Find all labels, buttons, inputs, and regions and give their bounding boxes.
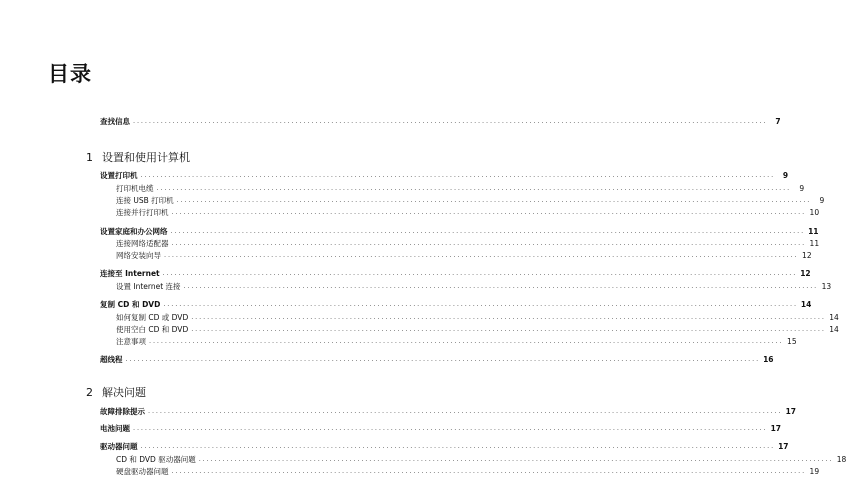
toc-page-number: 13: [821, 282, 832, 291]
toc-subentry[interactable]: [116, 181, 805, 193]
toc-page-number: 17: [785, 407, 797, 416]
toc-page-number: 9: [799, 184, 805, 193]
toc-subentry[interactable]: [116, 279, 832, 291]
dot-leader: ................................................................................................................................................................: [171, 239, 807, 247]
toc-entry[interactable]: [100, 421, 782, 433]
toc-page-number: 10: [809, 208, 820, 217]
toc-entry-label: 注意事项: [116, 337, 146, 346]
toc-page-number: 14: [829, 313, 839, 322]
toc-page-number: 15: [787, 337, 797, 346]
dot-leader: ................................................................................................................................................................: [191, 325, 826, 333]
dot-leader: ................................................................................................................................................................: [164, 251, 799, 259]
toc-subentry[interactable]: [116, 464, 820, 476]
toc-entry-label: 使用空白 CD 和 DVD: [116, 325, 189, 334]
toc-page-number: 17: [778, 442, 789, 451]
toc-subentry[interactable]: [116, 236, 820, 248]
toc-entry[interactable]: [100, 404, 797, 416]
toc-entry[interactable]: [100, 297, 812, 309]
toc-entry-label: 连接至 Internet: [100, 269, 160, 278]
toc-entry-label: 超线程: [100, 355, 123, 364]
toc-entry-label: 硬盘驱动器问题: [116, 467, 169, 476]
dot-leader: ................................................................................................................................................................: [133, 117, 768, 125]
toc-entry-label: 驱动器问题: [100, 442, 138, 451]
dot-leader: ................................................................................................................................................................: [171, 208, 807, 216]
toc-page-number: 12: [802, 251, 812, 260]
dot-leader: ................................................................................................................................................................: [162, 269, 798, 277]
toc-entry[interactable]: [100, 352, 774, 364]
dot-leader: ................................................................................................................................................................: [198, 455, 834, 463]
dot-leader: ................................................................................................................................................................: [140, 171, 776, 179]
toc-entry-label: 故障排除提示: [100, 407, 145, 416]
toc-entry-label: 查找信息: [100, 117, 130, 126]
toc-entry-label: 如何复制 CD 或 DVD: [116, 313, 189, 322]
dot-leader: ................................................................................................................................................................: [125, 355, 761, 363]
toc-entry-label: CD 和 DVD 驱动器问题: [116, 455, 196, 464]
toc-entry[interactable]: [100, 224, 819, 236]
dot-leader: ................................................................................................................................................................: [133, 424, 768, 432]
dot-leader: ................................................................................................................................................................: [163, 300, 798, 308]
toc-entry[interactable]: [100, 439, 789, 451]
toc-page-number: 17: [770, 424, 782, 433]
toc-entry-label: 设置 Internet 连接: [116, 282, 181, 291]
toc-page-number: 14: [800, 300, 812, 309]
toc-entry-label: 复制 CD 和 DVD: [100, 300, 161, 309]
toc-subentry[interactable]: [116, 452, 846, 464]
toc-entry-label: 连接网络适配器: [116, 239, 169, 248]
toc-entry-find-info[interactable]: [100, 114, 781, 126]
dot-leader: ................................................................................................................................................................: [191, 313, 826, 321]
toc-page-number: 18: [836, 455, 846, 464]
toc-entry-label: 连接 USB 打印机: [116, 196, 174, 205]
toc-subentry[interactable]: [116, 193, 825, 205]
toc-entry-label: 连接并行打印机: [116, 208, 169, 217]
toc-page-number: 9: [819, 196, 825, 205]
dot-leader: ................................................................................................................................................................: [140, 442, 776, 450]
toc-entry-label: 打印机电缆: [116, 184, 154, 193]
toc-page-number: 19: [809, 467, 820, 476]
page-title: 目录: [48, 62, 92, 86]
chapter-number: 1: [86, 151, 93, 164]
chapter-title: 设置和使用计算机: [102, 151, 190, 164]
chapter-heading-2[interactable]: [86, 384, 146, 400]
dot-leader: ................................................................................................................................................................: [171, 467, 807, 475]
toc-page-number: 16: [763, 355, 774, 364]
chapter-title: 解决问题: [102, 386, 146, 399]
toc-subentry[interactable]: [116, 205, 820, 217]
dot-leader: ................................................................................................................................................................: [183, 282, 819, 290]
toc-subentry[interactable]: [116, 248, 812, 260]
toc-subentry[interactable]: [116, 334, 797, 346]
dot-leader: ................................................................................................................................................................: [170, 227, 806, 235]
toc-entry-label: 设置打印机: [100, 171, 138, 180]
toc-page-number: 9: [782, 171, 789, 180]
chapter-number: 2: [86, 386, 93, 399]
toc-page-number: 11: [808, 227, 819, 236]
dot-leader: ................................................................................................................................................................: [148, 407, 783, 415]
dot-leader: ................................................................................................................................................................: [149, 337, 784, 345]
toc-subentry[interactable]: [116, 310, 839, 322]
toc-page-number: 14: [829, 325, 839, 334]
toc-entry-label: 电池问题: [100, 424, 130, 433]
dot-leader: ................................................................................................................................................................: [176, 196, 812, 204]
toc-page-number: 7: [775, 117, 781, 126]
toc-entry[interactable]: [100, 266, 811, 278]
dot-leader: ................................................................................................................................................................: [156, 184, 792, 192]
toc-page-number: 12: [800, 269, 811, 278]
chapter-heading-1[interactable]: [86, 149, 190, 165]
toc-page-number: 11: [809, 239, 820, 248]
toc-entry[interactable]: [100, 168, 789, 180]
toc-entry-label: 设置家庭和办公网络: [100, 227, 168, 236]
toc-subentry[interactable]: [116, 322, 839, 334]
toc-entry-label: 网络安装向导: [116, 251, 161, 260]
